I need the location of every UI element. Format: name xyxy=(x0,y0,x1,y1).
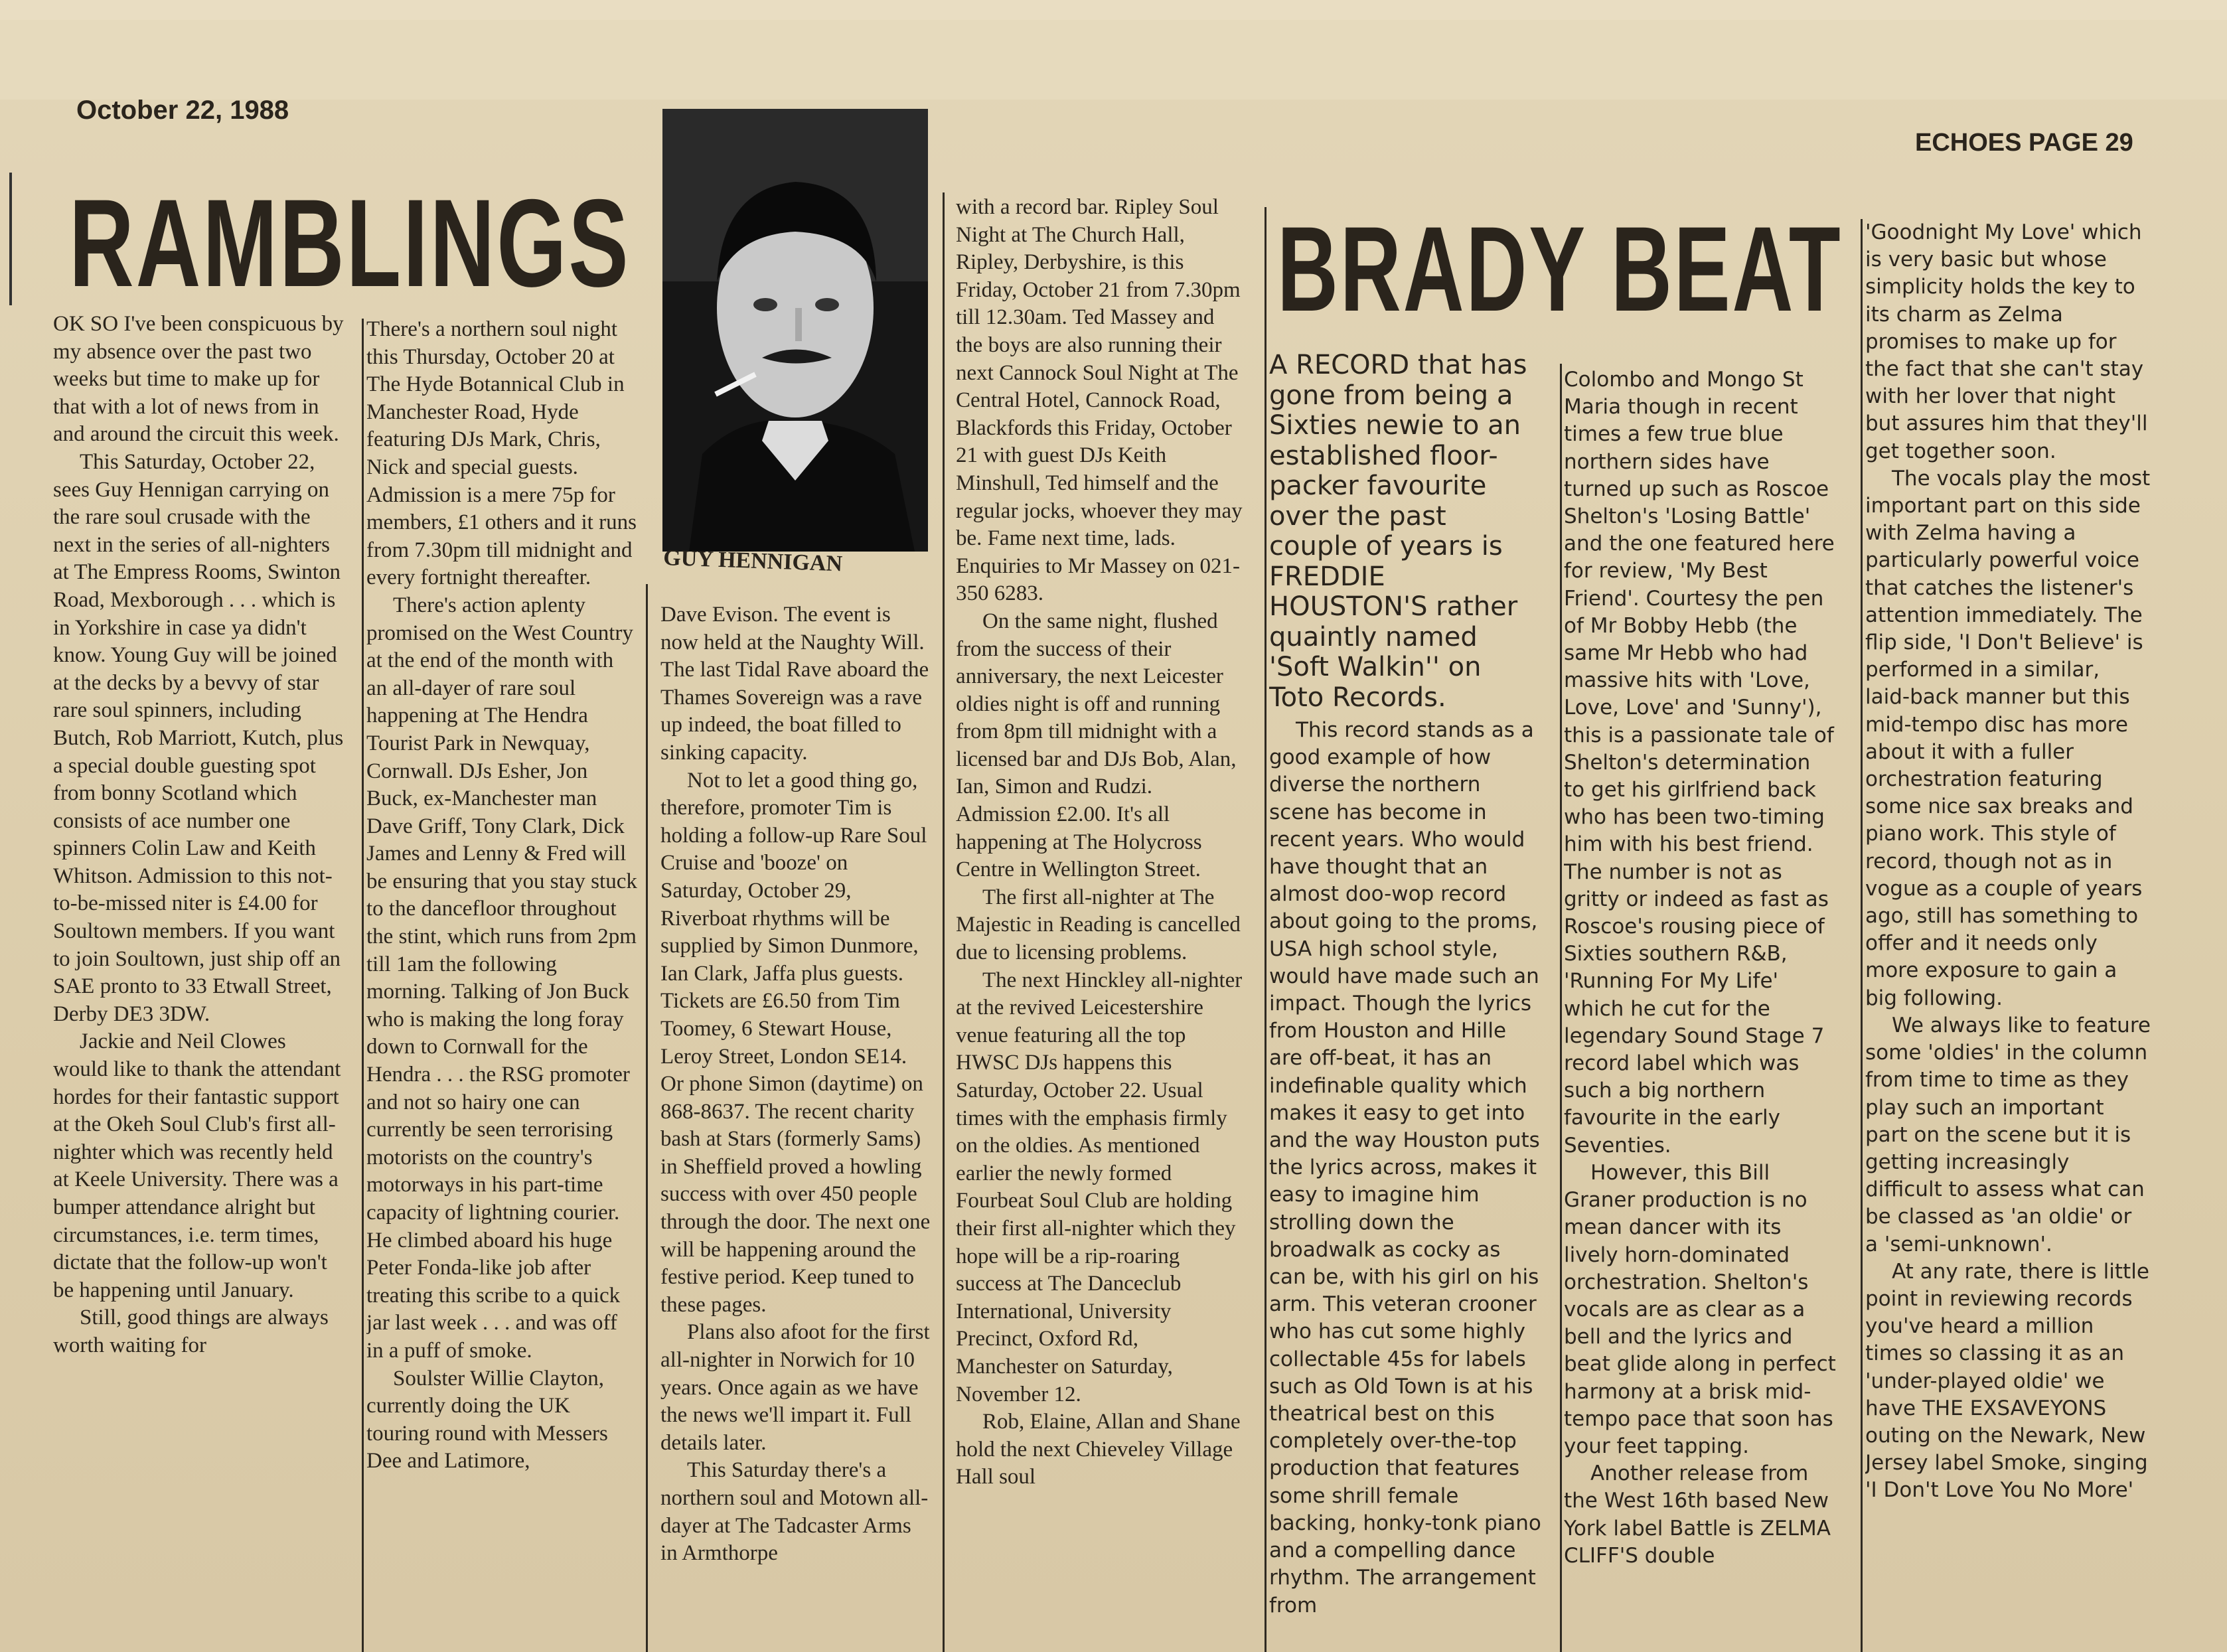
column-rule xyxy=(362,319,364,1652)
paragraph: Colombo and Mongo St Maria though in recent times a few true blue northern sides have turned up such as Roscoe Shelton's 'Losing Battle' and the one featured here for review, 'My Best Friend'. Courtesy the pen of Mr Bobby Hebb (the same Mr Hebb who had massive hits with 'Love, Love, Love' and 'Sunny'), this is a passionate tale of Shelton's determination to get his girlfriend back who has been two-timing him with his best friend. The number is not as gritty or indeed as fast as Roscoe's rousing piece of Sixties southern R&B, 'Running For My Life' which he cut for the legendary Sound Stage 7 record label which was such a big northern favourite in the early Seventies. xyxy=(1564,368,1835,1158)
paragraph: Dave Evison. The event is now held at the Naughty Will. The last Tidal Rave aboard the Thames Sovereign was a rave up indeed, the boat filled to sinking capacity. xyxy=(660,603,929,765)
paragraph: However, this Bill Graner production is no mean dancer with its lively horn-dominated orchestration. Shelton's vocals are as clear as a bell and the lyrics and beat glide along in perfect harmony at a brisk mid-tempo pace that soon has your feet tapping. xyxy=(1564,1160,1836,1458)
ramblings-column-2 xyxy=(366,316,639,1652)
paragraph: with a record bar. Ripley Soul Night at The Church Hall, Ripley, Derbyshire, is this Friday, October 21 from 7.30pm till 12.30am. Ted Massey and the boys are also running their next Cannock Soul Night at The Central Hotel, Cannock Road, Blackfords this Friday, October 21 with guest DJs Keith Minshull, Ted himself and the regular jocks, whoever they may be. Fame next time, lads. Enquiries to Mr Massey on 021-350 6283. xyxy=(956,195,1243,606)
brady-beat-headline: BRADY BEAT xyxy=(1277,201,1843,337)
ramblings-column-4 xyxy=(956,194,1243,1652)
paragraph: Another release from the West 16th based New York label Battle is ZELMA CLIFF'S double xyxy=(1564,1462,1831,1568)
column-rule xyxy=(943,192,945,1652)
section-rule xyxy=(1265,207,1267,1652)
paragraph: Still, good things are always worth waiting for xyxy=(53,1306,329,1357)
paragraph: Soulster Willie Clayton, currently doing the UK touring round with Messers Dee and Latimore, xyxy=(366,1366,608,1473)
ramblings-headline: RAMBLINGS xyxy=(69,173,631,313)
column-rule xyxy=(646,584,648,1652)
portrait-illustration xyxy=(662,109,928,552)
photo-caption: GUY HENNIGAN xyxy=(662,546,843,577)
margin-mark xyxy=(9,173,12,305)
paragraph: At any rate, there is little point in reviewing records you've heard a million times so classing it as an 'under-played oldie' we have THE EXSAVEYONS outing on the Newark, New Jersey label Smoke, singing 'I Don't Love You No More' xyxy=(1865,1259,2149,1503)
paragraph: The first all-nighter at The Majestic in Reading is cancelled due to licensing problems. xyxy=(956,885,1241,965)
paragraph: Plans also afoot for the first all-nighter in Norwich for 10 years. Once again as we have the news we'll impart it. Full details later. xyxy=(660,1320,930,1455)
brady-column-2 xyxy=(1564,366,1836,1652)
brady-column-1 xyxy=(1269,350,1541,1652)
brady-column-3 xyxy=(1865,219,2151,1652)
page-number: ECHOES PAGE 29 xyxy=(1915,129,2133,157)
column-rule xyxy=(1560,364,1562,1652)
paragraph: On the same night, flushed from the success of their anniversary, the next Leicester oldies night is off and running from 8pm till midnight with a licensed bar and DJs Bob, Alan, Ian, Simon and Rudzi. Admission £2.00. It's all happening at The Holycross Centre in Wellington Street. xyxy=(956,609,1237,882)
guy-hennigan-photo xyxy=(662,109,928,552)
paragraph: This Saturday, October 22, sees Guy Hennigan carrying on the rare soul crusade with the next in the series of all-nighters at The Empress Rooms, Swinton Road, Mexborough . . . which is in Yorkshire in case ya didn't know. Young Guy will be joined at the decks by a bevvy of star rare soul spinners, including Butch, Rob Marriott, Kutch, plus a special double guesting spot from bonny Scotland which consists of ace number one spinners Colin Law and Keith Whitson. Admission to this not-to-be-missed niter is £4.00 for Soultown members. If you want to join Soultown, just ship off an SAE pronto to 33 Etwall Street, Derby DE3 3DW. xyxy=(53,449,344,1026)
issue-date: October 22, 1988 xyxy=(76,96,289,125)
paragraph: There's a northern soul night this Thursday, October 20 at The Hyde Botannical Club in Manchester Road, Hyde featuring DJs Mark, Chris, Nick and special guests. Admission is a mere 75p for members, £1 others and it runs from 7.30pm till midnight and every fortnight thereafter. xyxy=(366,317,637,590)
lead-paragraph: A RECORD that has gone from being a Sixties newie to an established floor-packer favourite over the past couple of years is FREDDIE HOUSTON'S rather quaintly named 'Soft Walkin'' on Toto Records. xyxy=(1269,350,1527,713)
page-top-margin xyxy=(0,20,2227,100)
paper-edge xyxy=(0,0,2227,20)
paragraph: 'Goodnight My Love' which is very basic but whose simplicity holds the key to its charm as Zelma promises to make up for the fact that she can't stay with her lover that night but assures him that they'll get together soon. xyxy=(1865,220,2148,463)
paragraph: There's action aplenty promised on the West Country at the end of the month with an all-dayer of rare soul happening at The Hendra Tourist Park in Newquay, Cornwall. DJs Esher, Jon Buck, ex-Manchester man Dave Griff, Tony Clark, Dick James and Lenny & Fred will be ensuring that you stay stuck to the dancefloor throughout the stint, which runs from 2pm till 1am the following morning. Talking of Jon Buck who is making the long foray down to Cornwall for the Hendra . . . the RSG promoter and not so hairy one can currently be seen terrorising motorists on the country's motorways in his part-time capacity of lightning courier. He climbed aboard his huge Peter Fonda-like job after treating this scribe to a quick jar last week . . . and was off in a puff of smoke. xyxy=(366,593,637,1363)
paragraph: The next Hinckley all-nighter at the revived Leicestershire venue featuring all the top HWSC DJs happens this Saturday, October 22. Usual times with the emphasis firmly on the oldies. As mentioned earlier the newly formed Fourbeat Soul Club are holding their first all-nighter which they hope will be a rip-roaring success at The Danceclub International, University Precinct, Oxford Rd, Manchester on Saturday, November 12. xyxy=(956,968,1243,1406)
paragraph: The vocals play the most important part on this side with Zelma having a particularly powerful voice that catches the listener's attention immediately. The flip side, 'I Don't Believe' is performed in a similar, laid-back manner but this mid-tempo disc has more about it with a fuller orchestration featuring some nice sax breaks and piano work. This style of record, though not as in vogue as a couple of years ago, still has something to offer and it needs only more exposure to gain a big following. xyxy=(1865,466,2151,1010)
paragraph: Rob, Elaine, Allan and Shane hold the next Chieveley Village Hall soul xyxy=(956,1410,1241,1489)
paragraph: We always like to feature some 'oldies' in the column from time to time as they play such an important part on the scene but it is getting increasingly difficult to assess what can be classed as 'an oldie' or a 'semi-unknown'. xyxy=(1865,1013,2151,1256)
paragraph: This Saturday there's a northern soul and Motown all-dayer at The Tadcaster Arms in Armthorpe xyxy=(660,1458,929,1566)
paragraph: Jackie and Neil Clowes would like to thank the attendant hordes for their fantastic support at the Okeh Soul Club's first all-nighter which was recently held at Keele University. There was a bumper attendance alright but circumstances, i.e. term times, dictate that the follow-up won't be happening until January. xyxy=(53,1029,341,1302)
column-rule xyxy=(1861,219,1863,1652)
paragraph: This record stands as a good example of how diverse the northern scene has become in recent years. Who would have thought that an almost doo-wop record about going to the proms, USA high school style, would have made such an impact. Though the lyrics from Houston and Hille are off-beat, it has an indefinable quality which makes it easy to get into and the way Houston puts the lyrics across, makes it easy to imagine him strolling down the broadwalk as cocky as can be, with his girl on his arm. This veteran crooner who has cut some highly collectable 45s for labels such as Old Town is at his theatrical best on this completely over-the-top production that features some shrill female backing, honky-tonk piano and a compelling dance rhythm. The arrangement from xyxy=(1269,718,1541,1617)
ramblings-column-1 xyxy=(53,311,345,1652)
ramblings-column-3 xyxy=(660,601,933,1652)
paragraph: OK SO I've been conspicuous by my absence over the past two weeks but time to make up for that with a lot of news from in and around the circuit this week. xyxy=(53,312,344,447)
paragraph: Not to let a good thing go, therefore, promoter Tim is holding a follow-up Rare Soul Cruise and 'booze' on Saturday, October 29, Riverboat rhythms will be supplied by Simon Dunmore, Ian Clark, Jaffa plus guests. Tickets are £6.50 from Tim Toomey, 6 Stewart House, Leroy Street, London SE14. Or phone Simon (daytime) on 868-8637. The recent charity bash at Stars (formerly Sams) in Sheffield proved a howling success with over 450 people through the door. The next one will be happening around the festive period. Keep tuned to these pages. xyxy=(660,768,931,1317)
